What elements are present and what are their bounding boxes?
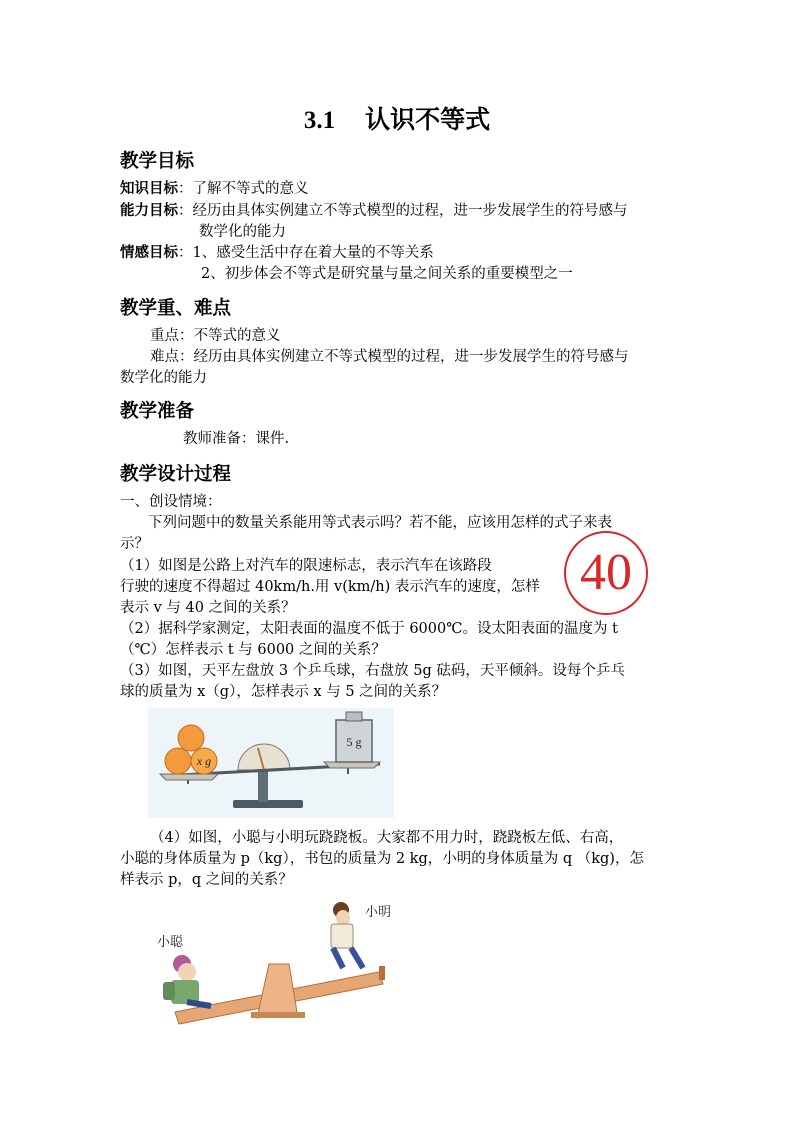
ability-goal	[120, 202, 628, 221]
speed-limit-value: 40	[580, 544, 632, 601]
seesaw-figure	[147, 894, 397, 1026]
ball-mass-label: x g	[196, 754, 212, 768]
question2-line2: （℃）怎样表示 t 与 6000 之间的关系？	[120, 642, 386, 658]
weight-label: 5 g	[346, 735, 362, 749]
question4-line3: 样表示 p，q 之间的关系？	[120, 872, 293, 888]
intro-line2: 示？	[120, 536, 149, 552]
question1-line1: （1）如图是公路上对汽车的限速标志，表示汽车在该路段	[120, 558, 492, 574]
knowledge-goal-text: ：了解不等式的意义	[178, 181, 309, 197]
difficulty-line2: 数学化的能力	[120, 370, 207, 386]
question3-line2: 球的质量为 x（g），怎样表示 x 与 5 之间的关系？	[120, 684, 447, 700]
process-heading: 教学设计过程	[120, 464, 232, 485]
question4-line2: 小聪的身体质量为 p（kg），书包的质量为 2 kg，小明的身体质量为 q （kg)，怎	[120, 851, 644, 867]
question1-line2: 行驶的速度不得超过 40km/h.用 v(km/h) 表示汽车的速度，怎样	[120, 579, 540, 595]
xiaocong-label: 小聪	[157, 935, 184, 950]
emotion-goal-item2: 2、初步体会不等式是研究量与量之间关系的重要模型之一	[201, 266, 573, 282]
emotion-goal-item1: ：1、感受生活中存在着大量的不等关系	[178, 245, 434, 261]
xiaoming-label: 小明	[365, 905, 392, 920]
title-text: 认识不等式	[365, 105, 491, 134]
ability-goal-line2: 数学化的能力	[199, 224, 286, 240]
question1-line3: 表示 v 与 40 之间的关系？	[120, 600, 296, 616]
key-point: 重点：不等式的意义	[150, 328, 281, 344]
emotion-goal-label: 情感目标	[120, 245, 178, 261]
ability-goal-line1: ：经历由具体实例建立不等式模型的过程，进一步发展学生的符号感与	[178, 203, 628, 219]
intro-line1: 下列问题中的数量关系能用等式表示吗？若不能，应该用怎样的式子来表	[148, 515, 612, 531]
ability-goal-label: 能力目标	[120, 203, 178, 219]
prep-text: 教师准备：课件.	[183, 431, 290, 447]
difficulty-line1: 难点：经历由具体实例建立不等式模型的过程，进一步发展学生的符号感与	[150, 349, 629, 365]
knowledge-goal	[120, 180, 309, 199]
prep-heading: 教学准备	[120, 401, 195, 422]
balance-scale-figure	[148, 708, 394, 818]
section-scenario: 一、创设情境：	[120, 494, 222, 510]
goals-heading: 教学目标	[120, 151, 195, 172]
question3-line1: （3）如图，天平左盘放 3 个乒乓球，右盘放 5g 砝码，天平倾斜。设每个乒乓	[120, 663, 625, 679]
question4-line1: （4）如图，小聪与小明玩跷跷板。大家都不用力时，跷跷板左低、右高，	[150, 830, 624, 846]
speed-limit-sign	[564, 531, 648, 615]
keypoints-heading: 教学重、难点	[120, 298, 232, 319]
emotion-goal	[120, 244, 434, 263]
title-number: 3.1	[303, 107, 336, 134]
page-title	[0, 100, 794, 136]
knowledge-goal-label: 知识目标	[120, 181, 178, 197]
question2-line1: （2）据科学家测定，太阳表面的温度不低于 6000℃。设太阳表面的温度为 t	[120, 621, 618, 637]
